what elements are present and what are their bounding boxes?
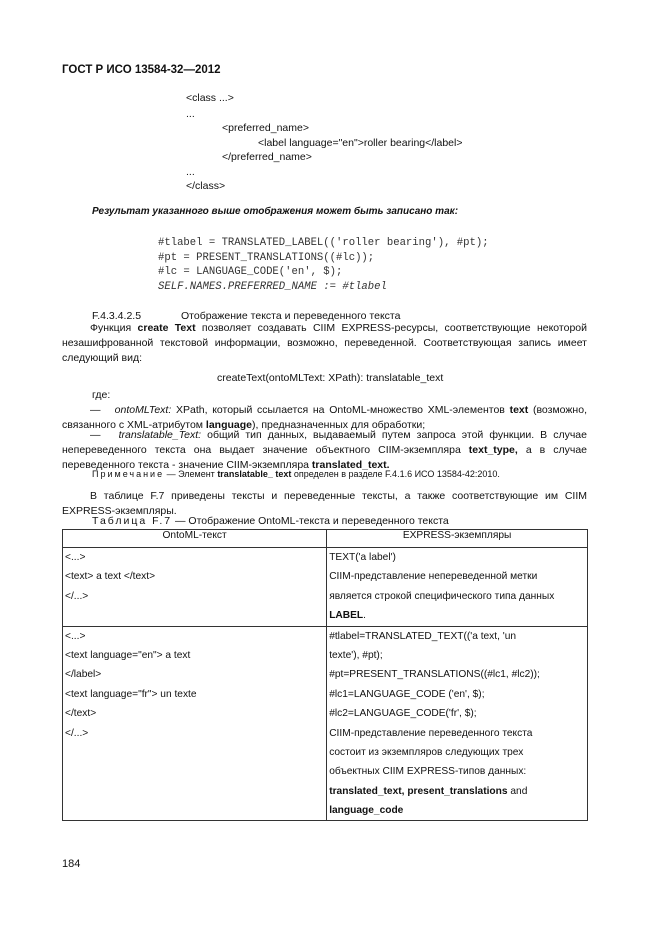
cell-line: CIIM-представление непереведенной метки <box>329 571 538 583</box>
result-heading: Результат указанного выше отображения может быть записано так: <box>92 206 459 217</box>
mapping-table <box>62 529 588 821</box>
cell-line: texte'), #pt); <box>329 649 383 661</box>
page-number: 184 <box>62 858 81 870</box>
paragraph-table-intro: В таблице F.7 приведены тексты и переведенные тексты, а также соответствующие им CIIM EXPRESS-экземпляры. <box>62 490 587 517</box>
code-line: </preferred_name> <box>222 151 312 163</box>
code-line: <class ...> <box>186 92 234 104</box>
cell-line: <text language="en"> a text <box>65 649 191 661</box>
express-line: #lc = LANGUAGE_CODE('en', $); <box>158 266 343 278</box>
list-item-ontomltext: — ontoMLText: XPath, который ссылается на OntoML-множество XML-элементов text (возможно, связанного с XML-атрибутом language), предназначенных для обработки; <box>62 404 587 431</box>
express-line: #pt = PRESENT_TRANSLATIONS((#lc)); <box>158 252 375 264</box>
cell-line: является строкой специфического типа данных <box>329 590 555 602</box>
code-line: <label language="en">roller bearing</label> <box>258 137 463 149</box>
code-line: ... <box>186 166 195 178</box>
table-caption: Таблица F.7 — Отображение OntoML-текста и переведенного текста <box>92 515 449 527</box>
cell-line: <text> a text </text> <box>65 571 156 583</box>
cell-line: <...> <box>65 630 86 642</box>
column-header-express: EXPRESS-экземпляры <box>327 530 588 548</box>
express-line: SELF.NAMES.PREFERRED_NAME := #tlabel <box>158 281 387 293</box>
paragraph-create-text: Функция create Text позволяет создавать CIIM EXPRESS-ресурсы, соответствующие некоторой незашифрованной текстовой информации, возможно, переведенной. Соответствующая запись имеет следующий вид: <box>62 322 587 364</box>
table-header-row <box>63 530 588 548</box>
cell-line <box>65 606 324 625</box>
code-line: </class> <box>186 180 226 192</box>
code-line: <preferred_name> <box>222 122 309 134</box>
table-row <box>63 626 588 821</box>
cell-line: #lc2=LANGUAGE_CODE('fr', $); <box>329 708 477 720</box>
document-header: ГОСТ Р ИСО 13584-32—2012 <box>62 64 221 76</box>
cell-line: #lc1=LANGUAGE_CODE ('en', $); <box>329 688 485 700</box>
column-header-ontoml: OntoML-текст <box>63 530 327 548</box>
table-cell-express <box>327 548 588 627</box>
cell-line: состоит из экземпляров следующих трех <box>329 746 524 758</box>
table-cell-express <box>327 626 588 821</box>
table-row <box>63 548 588 627</box>
note: Примечание — Элемент translatable_ text определен в разделе F.4.1.6 ИСО 13584-42:2010. <box>92 469 500 479</box>
cell-line: <text language="fr"> un texte <box>65 688 197 700</box>
cell-line: #pt=PRESENT_TRANSLATIONS((#lc1, #lc2)); <box>329 669 540 681</box>
code-line: ... <box>186 108 195 120</box>
cell-line <box>65 743 324 762</box>
cell-line: <...> <box>65 552 86 563</box>
section-number: F.4.3.4.2.5 <box>92 310 142 322</box>
cell-line: translated_text, present_translations and <box>329 785 528 797</box>
table-cell-ontoml <box>63 626 327 821</box>
cell-line: </...> <box>65 590 89 602</box>
cell-line <box>65 762 324 781</box>
function-signature: createText(ontoMLText: XPath): translatable_text <box>217 372 444 384</box>
cell-line: </label> <box>65 669 102 681</box>
cell-line <box>65 782 324 801</box>
cell-line: language_code <box>329 805 404 817</box>
where-label: где: <box>92 389 111 401</box>
cell-line: объектных CIIM EXPRESS-типов данных: <box>329 766 527 778</box>
cell-line: </...> <box>65 727 89 739</box>
section-title: Отображение текста и переведенного текста <box>181 310 401 322</box>
express-line: #tlabel = TRANSLATED_LABEL(('roller bearing'), #pt); <box>158 237 489 249</box>
cell-line: TEXT('a label') <box>329 552 396 563</box>
cell-line: #tlabel=TRANSLATED_TEXT(('a text, 'un <box>329 630 517 642</box>
cell-line: LABEL. <box>329 610 366 622</box>
cell-line: CIIM-представление переведенного текста <box>329 727 533 739</box>
table-cell-ontoml <box>63 548 327 627</box>
cell-line: </text> <box>65 708 97 720</box>
cell-line <box>65 801 324 820</box>
list-item-translatable-text: — translatable_Text: общий тип данных, выдаваемый путем запроса этой функции. В случае непереведенного текста она выдает значение объектного CIIM-экземпляра text_type, а в случае переведенного текста - значение CIIM-экземпляра translated_text. <box>62 429 587 471</box>
